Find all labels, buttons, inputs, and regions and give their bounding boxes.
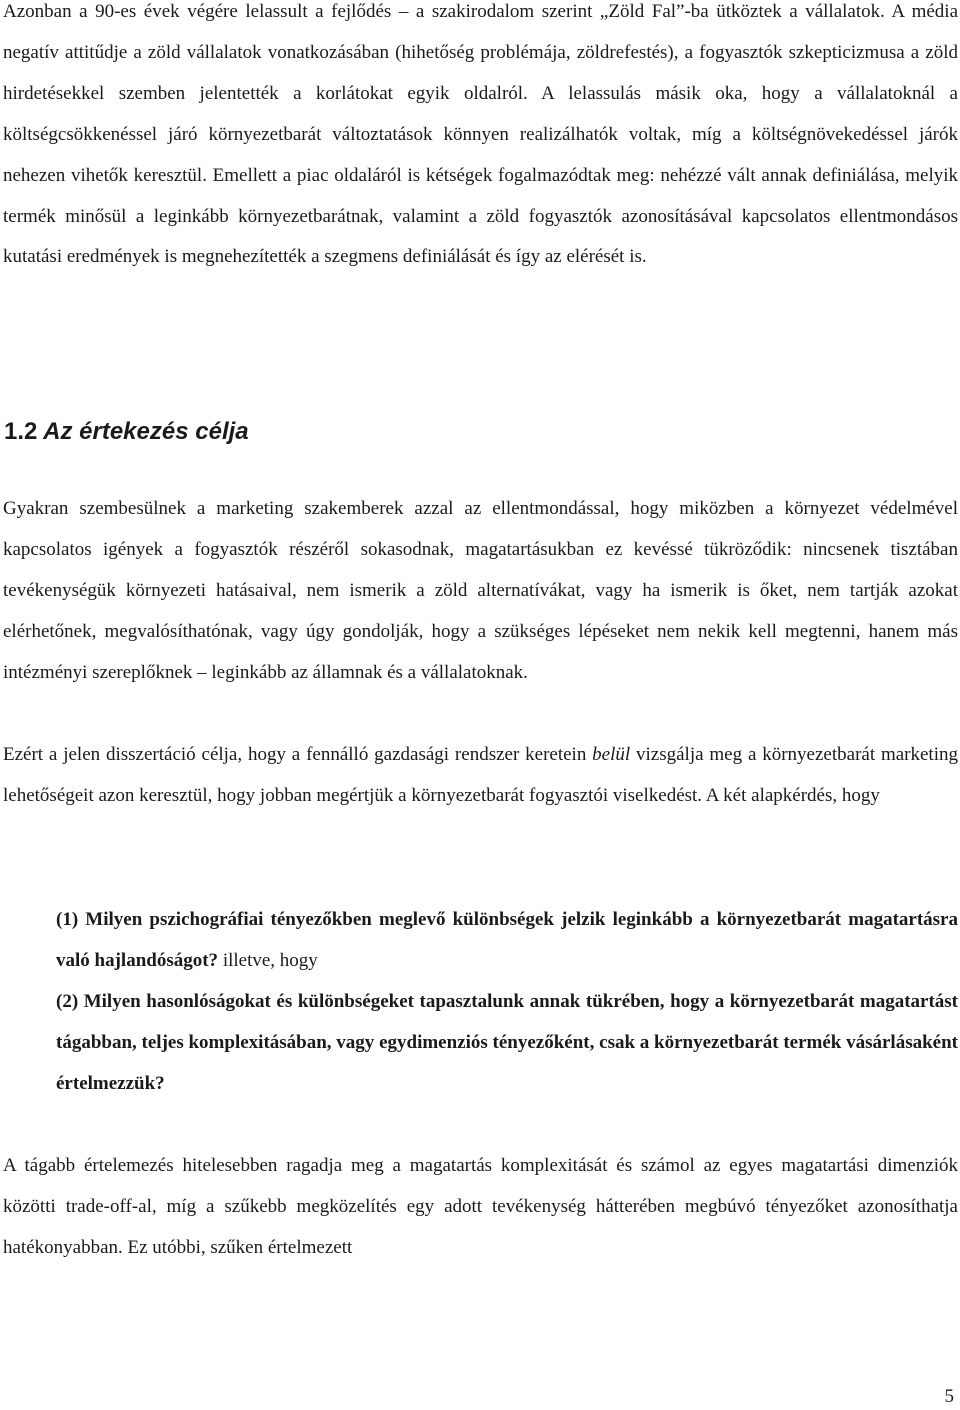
paragraph-aim-emphasis: belül — [592, 744, 631, 765]
paragraph-aim-after: vizsgálja meg a környezetbarát marketing lehetőségeit azon keresztül, hogy jobban megértjük a környezetbarát fogyasztói viselkedést. A két alapkérdés, hogy — [3, 744, 958, 806]
research-question-2-bold: (2) Milyen hasonlóságokat és különbségeket tapasztalunk annak tükrében, hogy a környezetbarát magatartást tágabban, teljes komplexitásában, vagy egydimenziós tényezőként, csak a környezetbarát termék vásárlásaként értelmezzük? — [56, 990, 958, 1094]
research-question-1-tail: illetve, hogy — [218, 949, 318, 971]
section-title: Az értekezés célja — [43, 418, 249, 445]
paragraph-interpretation: A tágabb értelemezés hitelesebben ragadja meg a magatartás komplexitását és számol az egyes magatartási dimenziók közötti trade-off-al, míg a szűkebb megközelítés egy adott tevékenység hátterében megbúvó tényezőket azonosíthatja hatékonyabban. Ez utóbbi, szűken értelmezett — [3, 1155, 958, 1258]
section-number: 1.2 — [4, 418, 38, 445]
research-question-1 — [56, 900, 958, 982]
research-questions — [56, 900, 958, 1105]
paragraph-aim — [3, 735, 958, 817]
section-heading — [4, 415, 249, 449]
paragraph-aim-before: Ezért a jelen disszertáció célja, hogy a fennálló gazdasági rendszer keretein — [3, 744, 593, 765]
research-question-1-bold: (1) Milyen pszichográfiai tényezőkben meglevő különbségek jelzik leginkább a környezetbarát magatartásra való hajlandóságot? — [56, 909, 958, 971]
research-question-2 — [56, 982, 958, 1105]
paragraph-green-wall: Azonban a 90-es évek végére lelassult a fejlődés – a szakirodalom szerint „Zöld Fal”-ba ütköztek a vállalatok. A média negatív attitűdje a zöld vállalatok vonatkozásában (hihetőség problémája, zöldrefestés), a fogyasztók szkepticizmusa a zöld hirdetésekkel szemben jelentették a korlátokat egyik oldalról. A lelassulás másik oka, hogy a vállalatoknál a költségcsökkenéssel járó környezetbarát változtatások könnyen realizálhatók voltak, míg a költségnövekedéssel járók nehezen vihetők keresztül. Emellett a piac oldaláról is kétségek fogalmazódtak meg: nehézzé vált annak definiálása, melyik termék minősül a leginkább környezetbarátnak, valamint a zöld fogyasztók azonosításával kapcsolatos ellentmondásos kutatási eredmények is megnehezítették a szegmens definiálását és így az elérését is. — [3, 1, 958, 268]
paragraph-contradiction: Gyakran szembesülnek a marketing szakemberek azzal az ellentmondással, hogy miközben a környezet védelmével kapcsolatos igények a fogyasztók részéről sokasodnak, magatartásukban ez kevéssé tükröződik: nincsenek tisztában tevékenységük környezeti hatásaival, nem ismerik a zöld alternatívákat, vagy ha ismerik is őket, nem tartják azokat elérhetőnek, megvalósíthatónak, vagy úgy gondolják, hogy a szükséges lépéseket nem nekik kell megtenni, hanem más intézményi szereplőknek – leginkább az államnak és a vállalatoknak. — [3, 498, 958, 683]
page-number: 5 — [944, 1386, 954, 1407]
